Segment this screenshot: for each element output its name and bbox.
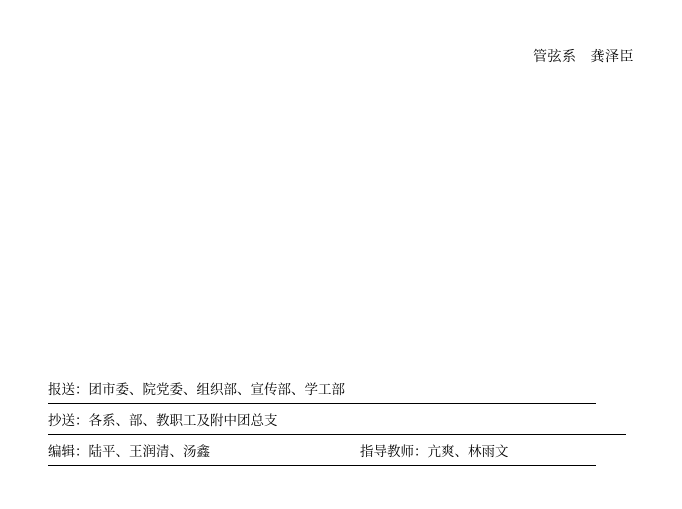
editor-label: 编辑： bbox=[48, 444, 89, 461]
footer-rule bbox=[48, 465, 596, 466]
copy-value: 各系、部、教职工及附中团总支 bbox=[88, 413, 278, 430]
footer-distribution-block bbox=[48, 380, 634, 473]
signature-line bbox=[533, 46, 634, 66]
advisor-label: 指导教师： bbox=[360, 444, 428, 461]
advisor-group bbox=[360, 442, 509, 463]
footer-row-send bbox=[48, 380, 634, 404]
send-value: 团市委、院党委、组织部、宣传部、学工部 bbox=[88, 382, 345, 399]
send-label: 报送： bbox=[48, 382, 89, 399]
advisor-value: 亢爽、林雨文 bbox=[427, 444, 509, 461]
editor-value: 陆平、王润清、汤鑫 bbox=[88, 444, 210, 461]
signature-name: 龚泽臣 bbox=[590, 49, 634, 65]
footer-rule bbox=[48, 434, 626, 435]
signature-department: 管弦系 bbox=[533, 49, 577, 65]
footer-row-copy bbox=[48, 411, 634, 435]
footer-rule bbox=[48, 403, 596, 404]
footer-row-credits bbox=[48, 442, 634, 466]
editor-group bbox=[48, 442, 210, 463]
copy-label: 抄送： bbox=[48, 413, 89, 430]
